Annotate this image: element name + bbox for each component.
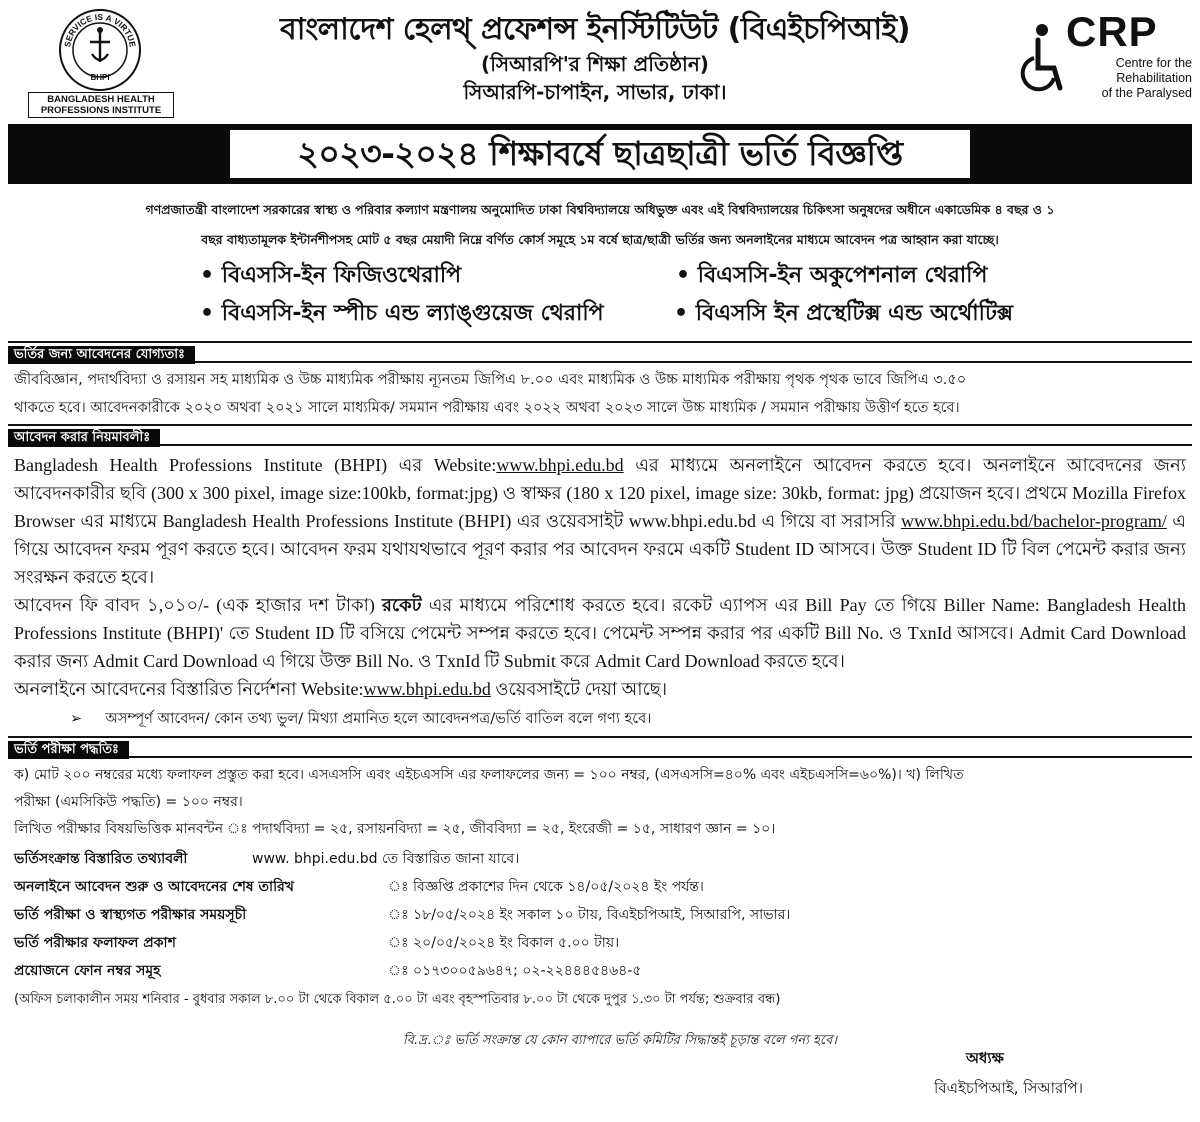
course-item: • বিএসসি ইন প্রস্থেটিক্স এন্ড অর্থোটিক্স: [674, 301, 1014, 326]
application-paragraph-1: [14, 451, 1186, 591]
seal-arc-text: SERVICE IS A VIRTUE: [62, 11, 138, 48]
schedule-value: ঃ বিজ্ঞপ্তি প্রকাশের দিন থেকে ১৪/০৫/২০২৪ ইং পর্যন্ত।: [388, 879, 704, 895]
eligibility-line2: থাকতে হবে। আবেদনকারীকে ২০২০ অথবা ২০২১ সালে মাধ্যমিক/ সমমান পরীক্ষায় এবং ২০২২ অথবা ২০২৩ সালে উচ্চ মাধ্যমিক / সমমান পরীক্ষায় উত্তীর্ণ হতে হবে।: [14, 400, 960, 416]
website-link[interactable]: www.bhpi.edu.bd: [363, 679, 491, 699]
schedule-value: ঃ ১৮/০৫/২০২৪ ইং সকাল ১০ টায়, বিএইচপিআই, সিআরপি, সাভার।: [388, 907, 791, 923]
signatory-org: বিএইচপিআই, সিআরপি।: [934, 1079, 1084, 1097]
application-p3-part-b: ওয়েবসাইটে দেয়া আছে।: [490, 679, 668, 699]
bhpi-caption: [28, 92, 174, 118]
notice-banner: [8, 124, 1192, 184]
bhpi-seal-icon: [58, 8, 142, 92]
eligibility-heading-text: ভর্তির জন্য আবেদনের যোগ্যতাঃ: [8, 346, 195, 364]
application-p3-part-a: অনলাইনে আবেদনের বিস্তারিত নির্দেশনা Website:: [14, 679, 364, 699]
schedule-label: অনলাইনে আবেদন শুরু ও আবেদনের শেষ তারিখ: [14, 879, 294, 895]
application-p2-part-a: আবেদন ফি বাবদ ১,০১০/- (এক হাজার দশ টাকা): [14, 595, 383, 615]
warning-text: অসম্পূর্ণ আবেদন/ কোন তথ্য ভুল/ মিথ্যা প্রমানিত হলে আবেদনপত্র/ভর্তি বাতিল বলে গণ্য হবে।: [105, 711, 652, 727]
website-link[interactable]: www.bhpi.edu.bd: [496, 455, 624, 475]
schedule-label: ভর্তি পরীক্ষার ফলাফল প্রকাশ: [14, 935, 176, 951]
intro-text: [14, 195, 1186, 255]
crp-wordmark: CRP: [1066, 8, 1158, 55]
application-heading: [8, 424, 1192, 446]
intro-line2: বছর বাধ্যতামূলক ইন্টার্নশীপসহ মোট ৫ বছর মেয়াদী নিম্নে বর্ণিত কোর্স সমূহে ১ম বর্ষে ছাত্র/ছাত্রী ভর্তির জন্য অনলাইনের মাধ্যমে আবেদন পত্র আহ্বান করা যাচ্ছে।: [201, 232, 999, 247]
application-paragraph-3: [14, 675, 1186, 703]
bhpi-caption-line1: BANGLADESH HEALTH: [47, 94, 155, 105]
crp-line1: Centre for the: [1115, 56, 1192, 70]
arrow-icon: ➢: [70, 711, 83, 727]
exam-heading: [8, 736, 1192, 758]
exam-details-value: www. bhpi.edu.bd তে বিস্তারিত জানা যাবে।: [252, 851, 520, 867]
signatory-title: অধ্যক্ষ: [966, 1049, 1004, 1067]
course-list: [200, 258, 1120, 338]
eligibility-text: [14, 366, 1186, 422]
wheelchair-icon: [1020, 22, 1066, 98]
institute-title: [200, 10, 990, 106]
exam-text: [14, 762, 1186, 843]
application-paragraph-2: [14, 591, 1186, 675]
application-p1-part-c: এ গিয়ে আবেদন ফরম পূরণ করতে হবে। আবেদন ফরম যথাযথভাবে পূরণ করার পর আবেদন ফরমে একটি Student ID আসবে। উক্ত Student ID টি বিল পেমেন্ট করার জন্য সংরক্ষন করতে হবে।: [14, 511, 1186, 587]
eligibility-heading: [8, 341, 1192, 363]
crp-logo: [1020, 8, 1190, 108]
bhpi-caption-line2: PROFESSIONS INSTITUTE: [40, 105, 162, 116]
notice-title: ২০২৩-২০২৪ শিক্ষাবর্ষে ছাত্রছাত্রী ভর্তি বিজ্ঞপ্তি: [230, 130, 970, 178]
exam-line3: লিখিত পরীক্ষার বিষয়ভিত্তিক মানবন্টন ঃ পদার্থবিদ্যা = ২৫, রসায়নবিদ্যা = ২৫, জীববিদ্যা = ২৫, ইংরেজী = ১৫, সাধারণ জ্ঞান = ১০।: [14, 821, 776, 837]
signature-block: [934, 1043, 1194, 1103]
crp-line3: of the Paralysed: [1101, 86, 1192, 100]
schedule-label: প্রয়োজনে ফোন নম্বর সমূহ: [14, 963, 161, 979]
schedule-label: ভর্তি পরীক্ষা ও স্বাস্থ্যগত পরীক্ষার সময়সূচী: [14, 907, 247, 923]
crp-line2: Rehabilitation: [1116, 71, 1192, 85]
schedule-value: ঃ ২০/০৫/২০২৪ ইং বিকাল ৫.০০ টায়।: [388, 935, 620, 951]
eligibility-line1: জীববিজ্ঞান, পদার্থবিদ্যা ও রসায়ন সহ মাধ্যমিক ও উচ্চ মাধ্যমিক পরীক্ষায় ন্যূনতম জিপিএ ৮.০০ এবং মাধ্যমিক ও উচ্চ মাধ্যমিক পরীক্ষায় পৃথক পৃথক ভাবে জিপিএ ৩.৫০: [14, 372, 967, 388]
application-p1-part-b: এর মাধ্যমে অনলাইনে আবেদন করতে হবে। অনলাইনে আবেদনের জন্য আবেদনকারীর ছবি (300 x 300 pixel, image size:100kb, format:jpg) ও স্বাক্ষর (180 x 120 pixel, image size: 30kb, format: jpg) প্রয়োজন হবে। প্রথমে Mozilla Firefox Browser এর মাধ্যমে Bangladesh Health Professions Institute (BHPI) এর ওয়েবসাইট www.bhpi.edu.bd এ গিয়ে বা সরাসরি: [14, 455, 1186, 531]
application-warning: [70, 705, 651, 733]
exam-line1: ক) মোট ২০০ নম্বরের মধ্যে ফলাফল প্রস্তুত করা হবে। এসএসসি এবং এইচএসসি এর ফলাফলের জন্য = ১০০ নম্বর, (এসএসসি=৪০% এবং এইচএসসি=৬০%)। খ) লিখিত: [14, 767, 964, 783]
course-item: • বিএসসি-ইন ফিজিওথেরাপি: [200, 263, 462, 288]
office-hours: (অফিস চলাকালীন সময় শনিবার - বুধবার সকাল ৮.০০ টা থেকে বিকাল ৫.০০ টা এবং বৃহস্পতিবার ৮.০০ টা থেকে দুপুর ১.৩০ টা পর্যন্ত; শুক্রবার বন্ধ): [14, 992, 781, 1007]
exam-details-label: ভর্তিসংক্রান্ত বিস্তারিত তথ্যাবলী: [14, 851, 188, 867]
application-p2-part-b: এর মাধ্যমে পরিশোধ করতে হবে। রকেট এ্যাপস এর Bill Pay তে গিয়ে Biller Name: Bangladesh Health Professions Institute (BHPI)' তে Student ID টি বসিয়ে পেমেন্ট সম্পন্ন করতে হবে। পেমেন্ট সম্পন্ন করার পর একটি Bill No. ও TxnId আসবে। Admit Card Download করার জন্য Admit Card Download এ গিয়ে উক্ত Bill No. ও TxnId টি Submit করে Admit Card Download করতে হবে।: [14, 595, 1186, 671]
crp-fullname: [1072, 56, 1192, 101]
header: [0, 0, 1200, 122]
bachelor-program-link[interactable]: www.bhpi.edu.bd/bachelor-program/: [900, 511, 1167, 531]
seal-center-text: BHPI: [90, 73, 110, 82]
rocket-payment-label: রকেট: [382, 595, 422, 615]
schedule-value: ঃ ০১৭৩০০৫৯৬৪৭; ০২-২২৪৪৪৫৪৬৪-৫: [388, 963, 642, 979]
institute-name: বাংলাদেশ হেলথ্ প্রফেশন্স ইনস্টিটিউট (বিএইচপিআই): [280, 12, 910, 47]
footer-note: বি.দ্র.ঃ ভর্তি সংক্রান্ত যে কোন ব্যাপারে ভর্তি কমিটির সিদ্ধান্তই চূড়ান্ত বলে গন্য হবে।: [403, 1033, 837, 1048]
course-item: • বিএসসি-ইন অকুপেশনাল থেরাপি: [676, 263, 988, 288]
bhpi-logo: [14, 8, 170, 114]
course-item: • বিএসসি-ইন স্পীচ এন্ড ল্যাঙ্গুয়েজ থেরাপি: [200, 301, 604, 326]
application-p1-part-a: Bangladesh Health Professions Institute (BHPI) এর Website:: [14, 455, 497, 475]
exam-heading-text: ভর্তি পরীক্ষা পদ্ধতিঃ: [8, 741, 129, 759]
application-heading-text: আবেদন করার নিয়মাবলীঃ: [8, 429, 160, 447]
exam-line2: পরীক্ষা (এমসিকিউ পদ্ধতি) = ১০০ নম্বর।: [14, 794, 243, 810]
intro-line1: গণপ্রজাতন্ত্রী বাংলাদেশ সরকারের স্বাস্থ্য ও পরিবার কল্যাণ মন্ত্রণালয় অনুমোদিত ঢাকা বিশ্ববিদ্যালয়ে অধিভুক্ত এবং এই বিশ্ববিদ্যালয়ের চিকিৎসা অনুষদের অধীনে একাডেমিক ৪ বছর ও ১: [145, 202, 1055, 217]
institute-address: সিআরপি-চাপাইন, সাভার, ঢাকা।: [463, 80, 727, 104]
institute-subtitle: (সিআরপি'র শিক্ষা প্রতিষ্ঠান): [481, 52, 709, 76]
